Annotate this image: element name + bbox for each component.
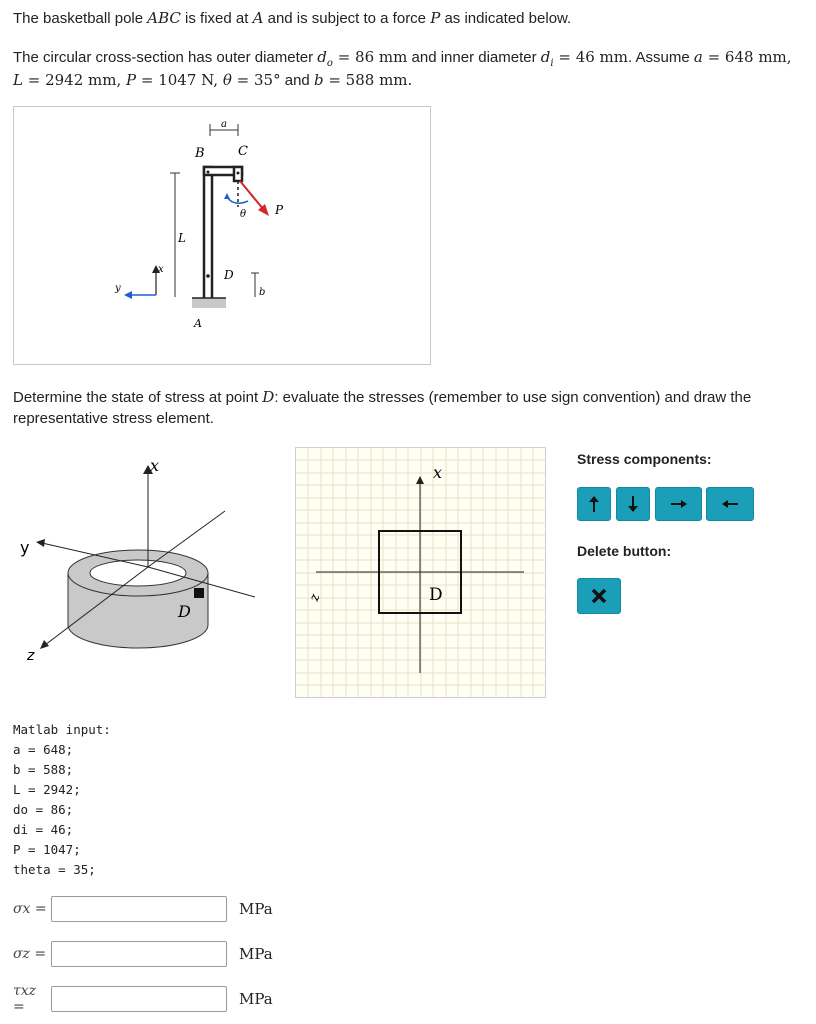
sigma-z-input[interactable] <box>51 941 227 967</box>
label-L: L <box>178 231 186 245</box>
arrow-left-icon <box>721 498 739 510</box>
pole-figure <box>13 106 431 365</box>
answer-row-sigma-z <box>13 939 273 969</box>
arrow-down-button[interactable] <box>616 487 650 521</box>
close-icon <box>591 588 607 604</box>
arrow-left-button[interactable] <box>706 487 754 521</box>
matlab-line: P = 1047; <box>13 842 81 857</box>
section-label-x: x <box>150 456 160 475</box>
stress-element-canvas[interactable] <box>295 447 546 698</box>
matlab-line: a = 648; <box>13 742 74 757</box>
stress-components-header: Stress components: <box>577 451 712 467</box>
task-text: Determine the state of stress at point D: evaluate the stresses (remember to use sign convention) and draw the representative stress element. <box>13 388 752 427</box>
pole-diagram <box>14 107 430 364</box>
delete-button-header: Delete button: <box>577 543 672 559</box>
label-y: y <box>115 283 121 294</box>
sigma-z-label: σz = <box>13 946 47 962</box>
sigma-x-unit: MPa <box>239 900 273 918</box>
problem-line-1: The basketball pole ABC is fixed at A and is subject to a force P as indicated below. <box>13 9 572 27</box>
label-P: P <box>275 203 284 217</box>
sigma-z-unit: MPa <box>239 945 273 963</box>
label-D: D <box>224 268 234 282</box>
tau-xz-unit: MPa <box>239 990 273 1008</box>
sigma-x-input[interactable] <box>51 896 227 922</box>
matlab-line: do = 86; <box>13 802 74 817</box>
section-label-y: y <box>20 538 30 557</box>
arrow-right-icon <box>670 498 688 510</box>
section-label-D: D <box>178 602 191 621</box>
matlab-input-block <box>13 720 111 880</box>
grid-label-z: z <box>306 592 324 603</box>
label-x: x <box>158 264 164 275</box>
label-b: b <box>259 287 266 298</box>
section-label-z: z <box>27 648 35 664</box>
stress-element-drawing <box>296 448 545 697</box>
matlab-line: di = 46; <box>13 822 74 837</box>
grid-label-D: D <box>429 585 443 605</box>
problem-line-2: The circular cross-section has outer diameter $d_o = 86$ mm and inner diameter $d_i = 46$ mm. Assume a = 648 mm, <box>13 48 792 69</box>
label-a: a <box>221 119 227 130</box>
matlab-line: L = 2942; <box>13 782 81 797</box>
arrow-up-button[interactable] <box>577 487 611 521</box>
tau-xz-label: τxz = <box>13 983 37 1015</box>
matlab-line: theta = 35; <box>13 862 96 877</box>
tau-xz-input[interactable] <box>51 986 227 1012</box>
matlab-line: b = 588; <box>13 762 74 777</box>
delete-button[interactable] <box>577 578 621 614</box>
label-B: B <box>195 146 205 161</box>
grid-label-x: x <box>433 463 443 482</box>
problem-line-3: L = 2942 mm, P = 1047 N, θ = 35° and b = 588 mm. <box>13 71 413 89</box>
arrow-up-icon <box>586 495 602 513</box>
matlab-title: Matlab input: <box>13 722 111 737</box>
arrow-down-icon <box>625 495 641 513</box>
answer-row-sigma-x <box>13 894 273 924</box>
point-D-marker <box>194 588 204 598</box>
arrow-right-button[interactable] <box>655 487 702 521</box>
label-A: A <box>194 317 202 330</box>
cross-section-figure <box>0 445 285 675</box>
label-theta: θ <box>240 209 247 220</box>
answer-row-tau-xz <box>13 984 273 1014</box>
label-C: C <box>238 144 248 159</box>
sigma-x-label: σx = <box>13 901 47 917</box>
